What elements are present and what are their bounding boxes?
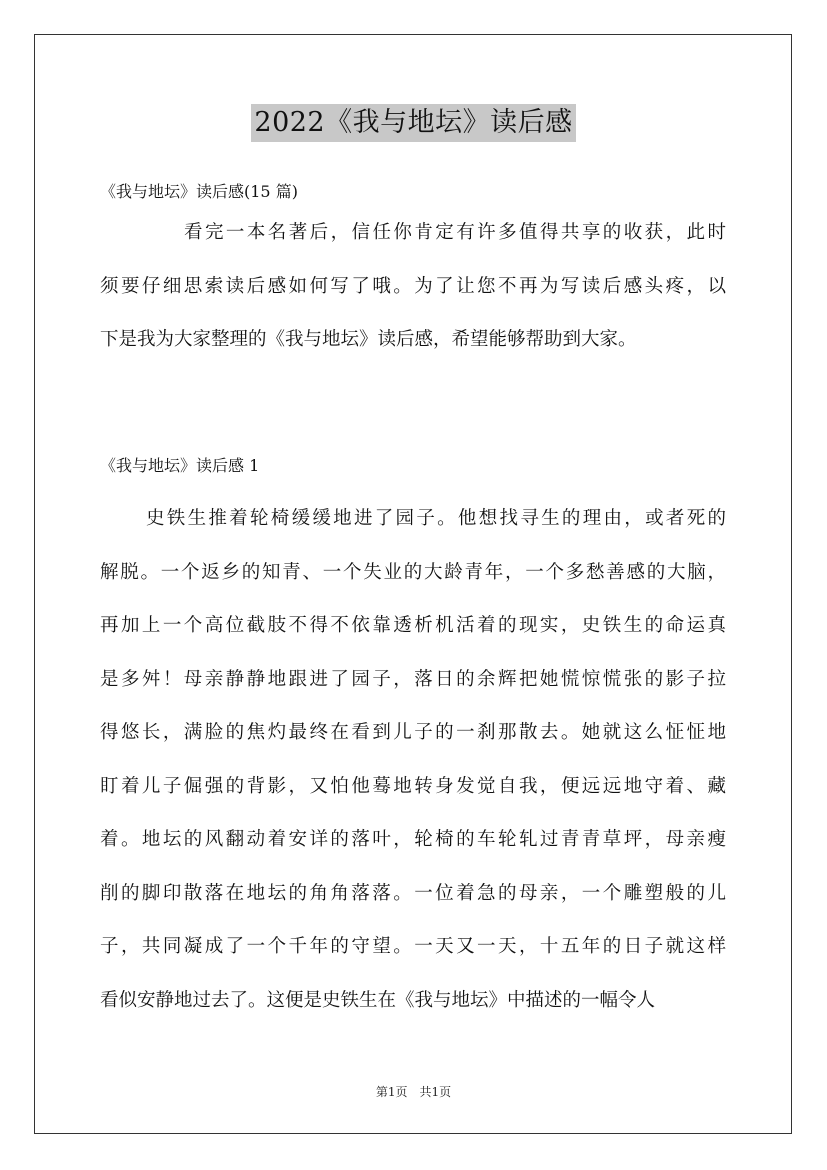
page-footer: 第1页 共1页 bbox=[375, 1085, 452, 1099]
body-line: 解脱。一个返乡的知青、一个失业的大龄青年，一个多愁善感的大脑， bbox=[100, 561, 726, 583]
body-line: 再加上一个高位截肢不得不依靠透析机活着的现实，史铁生的命运真 bbox=[100, 615, 726, 636]
body-line: 削的脚印散落在地坛的角角落落。一位着急的母亲，一个雕塑般的儿 bbox=[100, 882, 726, 904]
intro-line: 下是我为大家整理的《我与地坛》读后感，希望能够帮助到大家。 bbox=[100, 329, 637, 350]
title-container bbox=[0, 104, 827, 142]
body-line: 是多舛！母亲静静地跟进了园子，落日的余辉把她慌惊慌张的影子拉 bbox=[100, 668, 726, 690]
document-title: 2022《我与地坛》读后感 bbox=[251, 104, 575, 142]
body-line: 得悠长，满脸的焦灼最终在看到儿子的一刹那散去。她就这么怔怔地 bbox=[100, 722, 726, 743]
body-line: 看似安静地过去了。这便是史铁生在《我与地坛》中描述的一幅令人 bbox=[100, 989, 656, 1011]
intro-line: 看完一本名著后，信任你肯定有许多值得共享的收获，此时 bbox=[184, 222, 726, 243]
body-line: 史铁生推着轮椅缓缓地进了园子。他想找寻生的理由，或者死的 bbox=[146, 508, 726, 529]
document-subtitle: 《我与地坛》读后感(15 篇) bbox=[100, 182, 298, 201]
section-heading: 《我与地坛》读后感 1 bbox=[100, 456, 260, 475]
body-line: 着。地坛的风翻动着安详的落叶，轮椅的车轮轧过青青草坪，母亲瘦 bbox=[100, 829, 726, 850]
intro-line: 须要仔细思索读后感如何写了哦。为了让您不再为写读后感头疼，以 bbox=[100, 275, 726, 297]
intro-paragraph bbox=[100, 206, 726, 367]
body-paragraph bbox=[100, 492, 726, 1027]
body-line: 盯着儿子倔强的背影，又怕他蓦地转身发觉自我，便远远地守着、藏 bbox=[100, 775, 726, 797]
body-line: 子，共同凝成了一个千年的守望。一天又一天，十五年的日子就这样 bbox=[100, 936, 726, 957]
